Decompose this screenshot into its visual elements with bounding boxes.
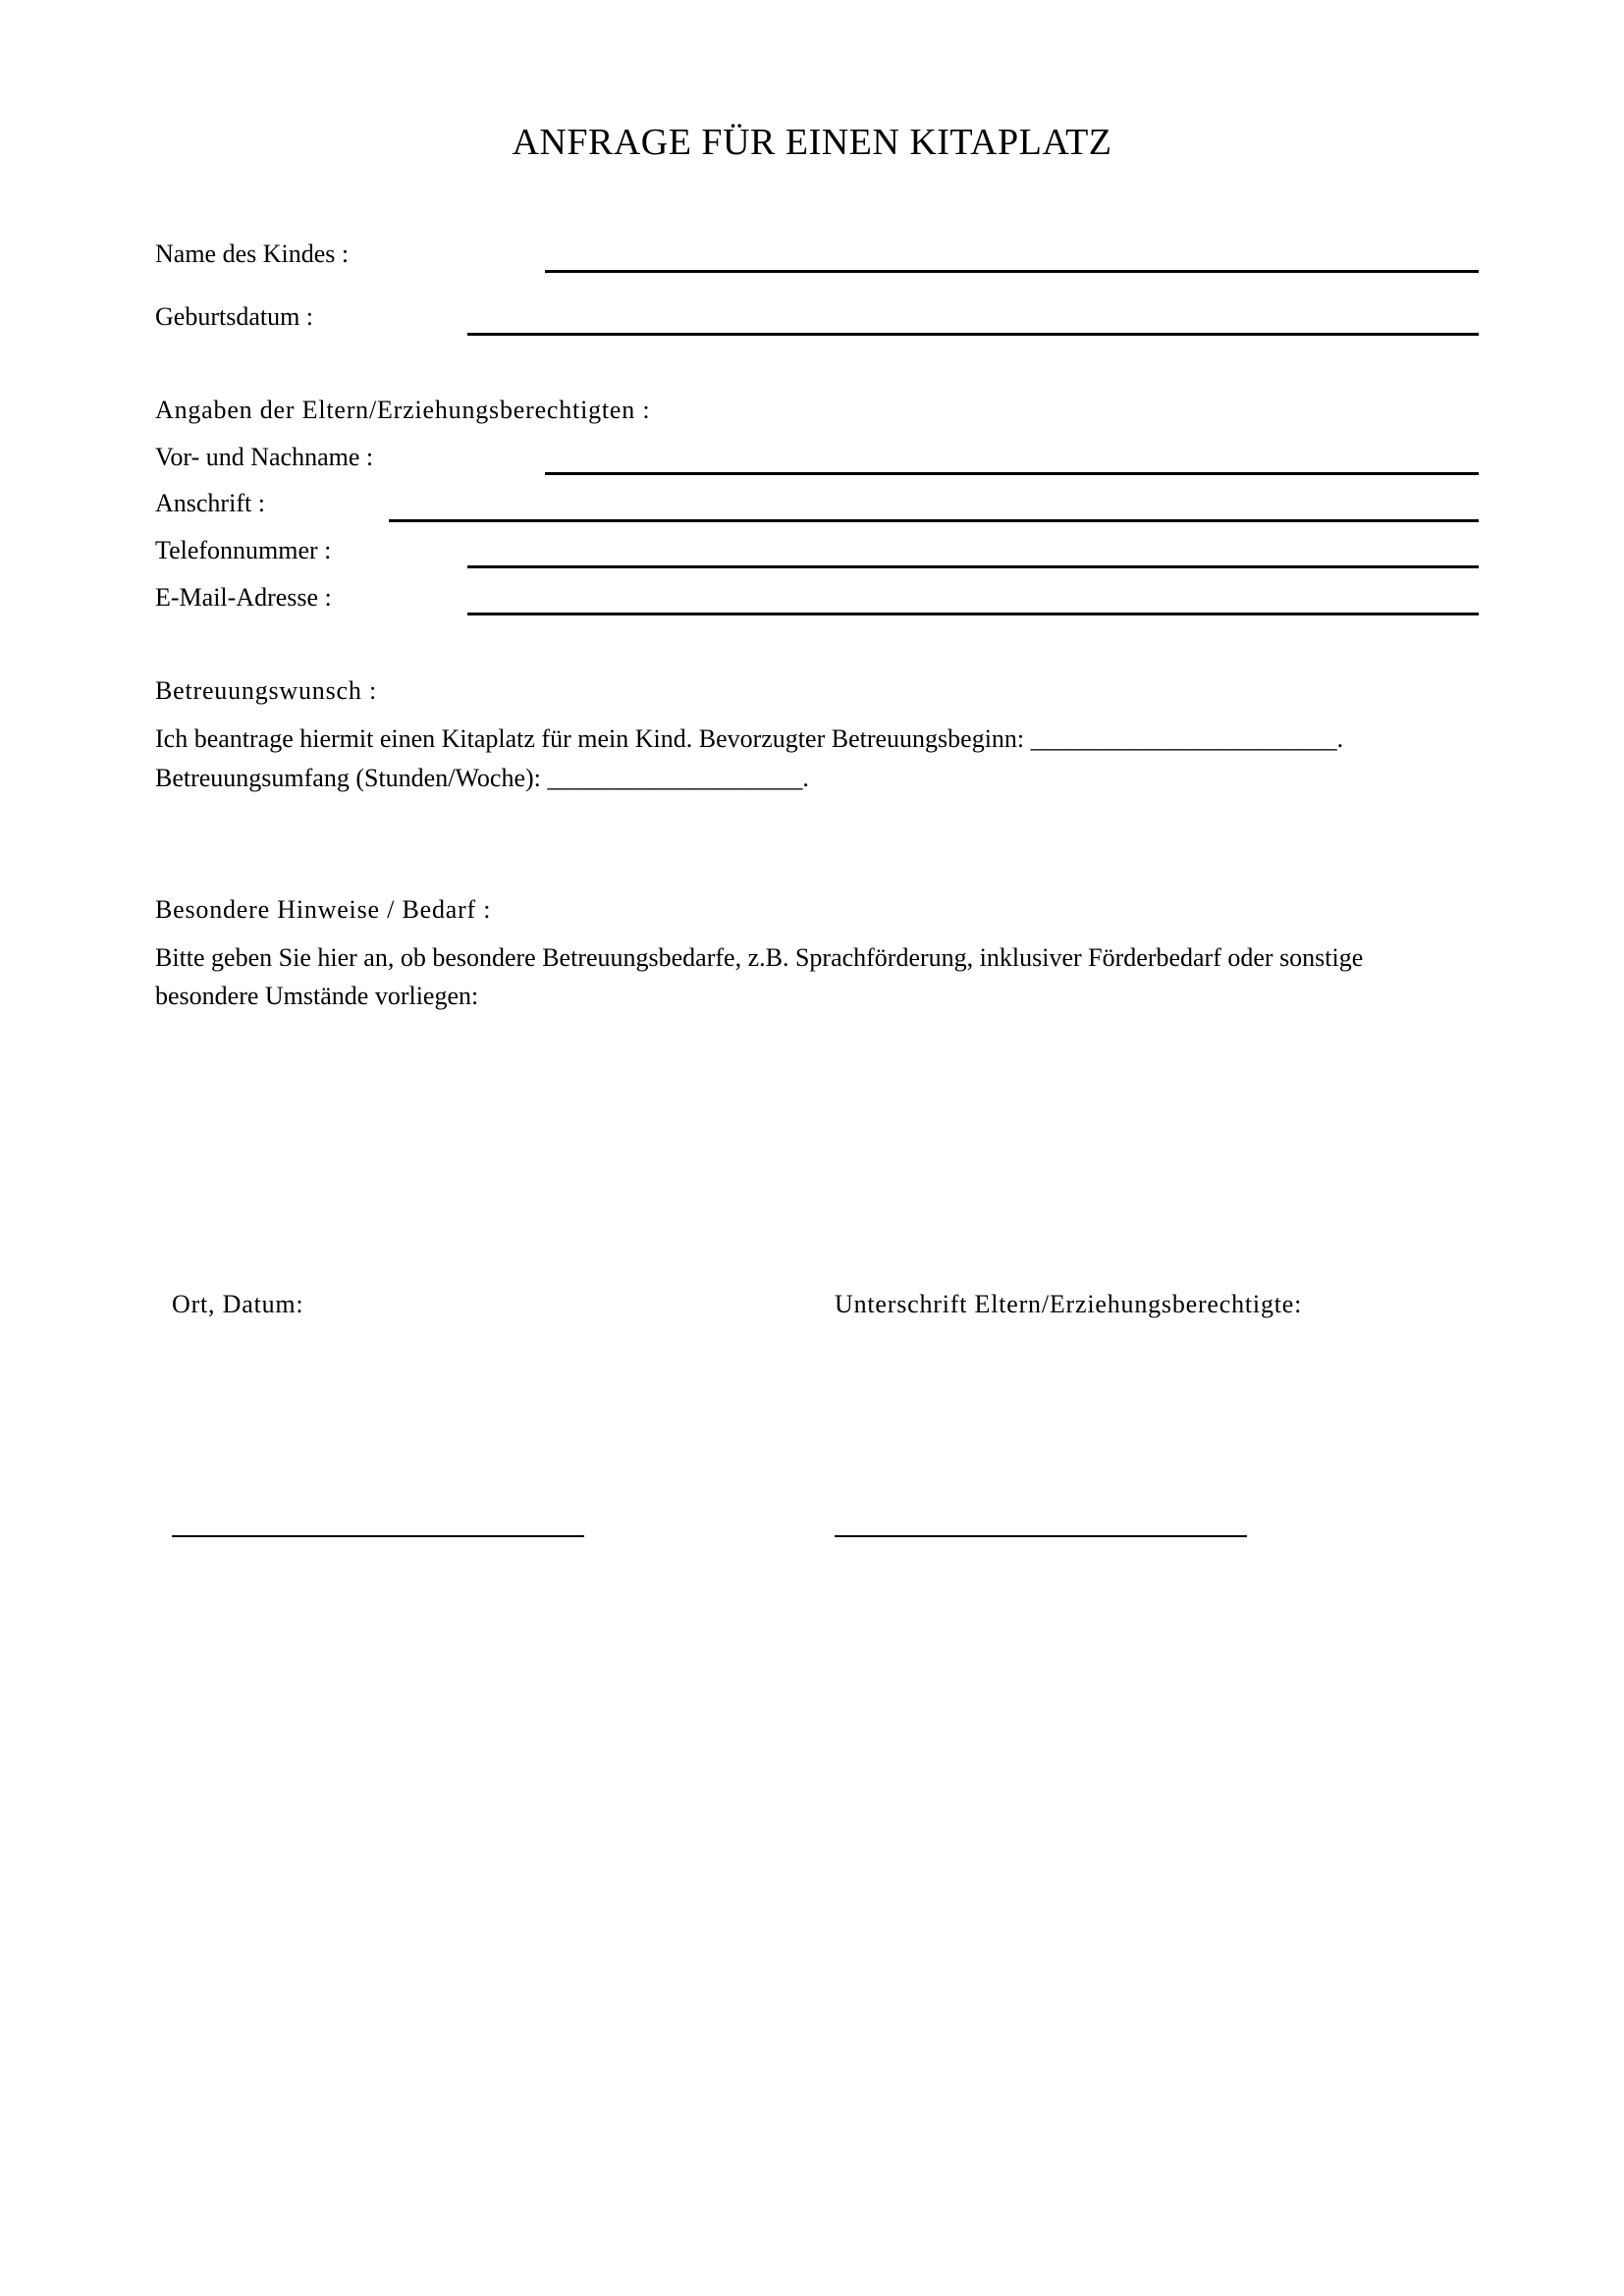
signature-line[interactable] [835, 1535, 1247, 1537]
special-needs-line-2: besondere Umstände vorliegen: [155, 982, 479, 1010]
care-request-line-2: Betreuungsumfang (Stunden/Woche): ____________________. [155, 764, 809, 792]
special-needs-heading: Besondere Hinweise / Bedarf : [155, 895, 492, 924]
care-request-heading: Betreuungswunsch : [155, 676, 377, 705]
special-needs-line-1: Bitte geben Sie hier an, ob besondere Betreuungsbedarfe, z.B. Sprachförderung, inklusiver Förderbedarf oder sonstige [155, 943, 1364, 972]
parents-heading: Angaben der Eltern/Erziehungsberechtigten : [155, 396, 651, 424]
signature-label: Unterschrift Eltern/Erziehungsberechtigte: [835, 1290, 1303, 1318]
parent-fullname-label: Vor- und Nachname : [155, 443, 374, 471]
parent-fullname-line[interactable] [545, 472, 1479, 475]
birthdate-line[interactable] [467, 333, 1479, 336]
email-label: E-Mail-Adresse : [155, 583, 332, 612]
phone-line[interactable] [467, 565, 1479, 568]
birthdate-label: Geburtsdatum : [155, 302, 314, 331]
phone-label: Telefonnummer : [155, 536, 332, 564]
address-line[interactable] [389, 519, 1479, 522]
email-line[interactable] [467, 613, 1479, 615]
place-date-label: Ort, Datum: [172, 1290, 304, 1318]
place-date-line[interactable] [172, 1535, 584, 1537]
page-title: ANFRAGE FÜR EINEN KITAPLATZ [512, 122, 1112, 163]
care-request-line-1: Ich beantrage hiermit einen Kitaplatz für mein Kind. Bevorzugter Betreuungsbeginn: ________________________. [155, 724, 1344, 753]
address-label: Anschrift : [155, 489, 265, 517]
child-name-label: Name des Kindes : [155, 240, 350, 268]
child-name-line[interactable] [545, 270, 1479, 273]
